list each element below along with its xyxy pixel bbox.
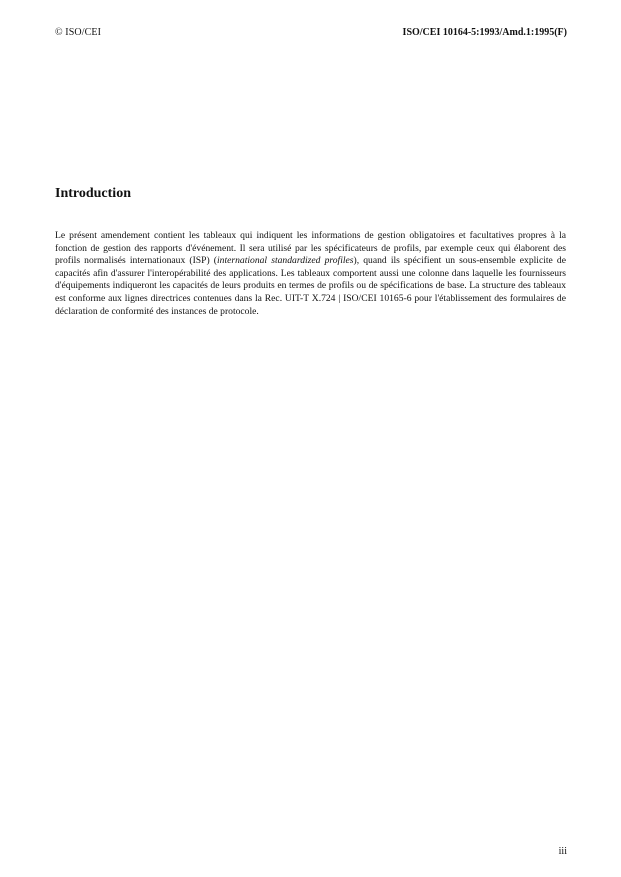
- page-number: iii: [558, 846, 567, 857]
- paragraph-text-part1: Le présent amendement contient les tableaux qui indiquent les informations de gestion obligatoires et facultatives propres à la fonction de gestion des rapports d'événement. Il sera utilisé par les spécificateurs de profils, par exemple ceux qui élaborent des profils normalisés internationaux (ISP) (: [55, 230, 566, 267]
- paragraph-italic-term: international standardized profiles: [217, 255, 354, 267]
- introduction-paragraph: [55, 230, 566, 318]
- header-copyright: © ISO/CEI: [55, 27, 101, 38]
- paragraph-text-part2: ), quand ils spécifient un sous-ensemble explicite de capacités afin d'assurer l'interopérabilité des applications. Les tableaux comportent aussi une colonne dans laquelle les fournisseurs d'équipements indiqueront les capacités de leurs produits en termes de profils ou de spécifications de base. La structure des tableaux est conforme aux lignes directrices contenues dans la Rec. UIT-T X.724 | ISO/CEI 10165-6 pour l'établissement des formulaires de déclaration de conformité des instances de protocole.: [55, 255, 566, 317]
- header-document-id: ISO/CEI 10164-5:1993/Amd.1:1995(F): [402, 27, 567, 38]
- section-title: Introduction: [55, 186, 131, 201]
